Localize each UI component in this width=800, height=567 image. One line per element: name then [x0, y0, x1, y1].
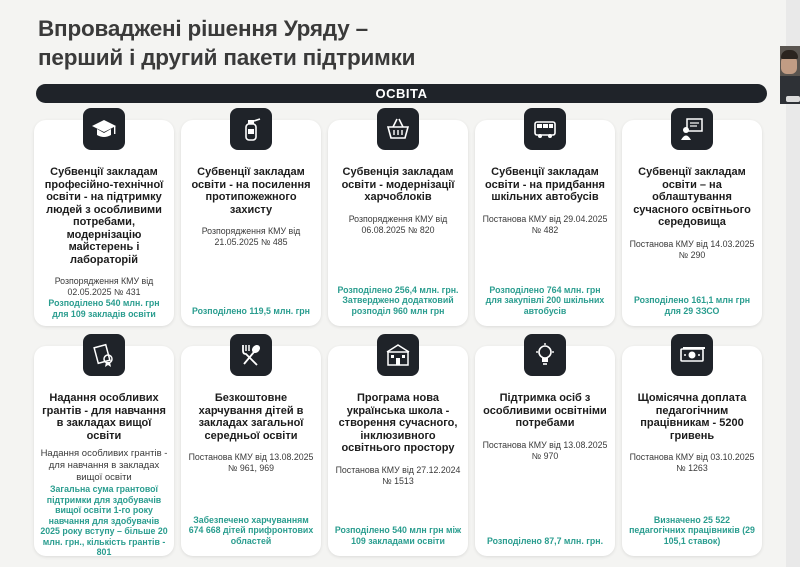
- card-result: Розподілено 764 млн. грн для закупівлі 200 шкільних автобусів: [485, 284, 605, 316]
- diploma-grant-icon: [83, 334, 125, 376]
- cards-grid: [34, 120, 768, 556]
- card-note: Надання особливих грантів - для навчання в закладах вищої освіти: [40, 448, 168, 483]
- card-title: Надання особливих грантів - для навчання в закладах вищої освіти: [42, 392, 166, 442]
- slide-title: [38, 14, 415, 72]
- card-result: Розподілено 256,4 млн. грн. Затверджено додатковий розподіл 960 млн грн: [337, 284, 459, 316]
- card-free-meals: [181, 346, 321, 556]
- lightbulb-head-icon: [524, 334, 566, 376]
- fork-spoon-icon: [230, 334, 272, 376]
- slide-title-line1: Впроваджені рішення Уряду –: [38, 16, 368, 41]
- fire-extinguisher-icon: [230, 108, 272, 150]
- card-result: Загальна сума грантової підтримки для здобувачів вищої освіти 1-го року навчання для здобувачів 2025 року вступу – більше 20 млн. грн., кількість грантів - 801: [40, 484, 168, 557]
- card-new-ukrainian-school: [328, 346, 468, 556]
- card-result: Розподілено 119,5 млн. грн: [192, 305, 310, 316]
- webcam-thumbnail: [780, 46, 800, 104]
- card-document: Постанова КМУ від 13.08.2025 № 961, 969: [188, 452, 314, 473]
- card-document: Постанова КМУ від 03.10.2025 № 1263: [629, 452, 755, 473]
- card-document: Постанова КМУ від 29.04.2025 № 482: [482, 213, 608, 235]
- card-result: Розподілено 161,1 млн грн для 29 ЗЗСО: [633, 295, 751, 316]
- card-special-grants: [34, 346, 174, 556]
- card-title: Субвенція закладам освіти - модернізації харчоблоків: [341, 166, 455, 203]
- card-document: Постанова КМУ від 14.03.2025 № 290: [629, 238, 755, 260]
- school-bus-icon: [524, 108, 566, 150]
- card-vocational-subvention: [34, 120, 174, 326]
- card-document: Постанова КМУ від 27.12.2024 № 1513: [335, 464, 461, 486]
- card-title: Субвенції закладам освіти - на придбання шкільних автобусів: [485, 166, 605, 203]
- card-title: Субвенції закладам професійно-технічної освіти - на підтримку людей з особливими потребами, модернізацію майстерень і лабораторій: [44, 166, 164, 266]
- card-result: Визначено 25 522 педагогічних працівників (29 105,1 ставок): [629, 514, 755, 546]
- card-fire-protection: [181, 120, 321, 326]
- card-food-units: [328, 120, 468, 326]
- card-document: Постанова КМУ від 13.08.2025 № 970: [482, 439, 608, 461]
- card-result: Забезпечено харчуванням 674 668 дітей прифронтових областей: [188, 514, 314, 546]
- card-special-needs-support: [475, 346, 615, 556]
- money-bill-icon: [671, 334, 713, 376]
- card-title: Підтримка осіб з особливими освітніми потребами: [483, 392, 607, 429]
- card-document: Розпорядження КМУ від 06.08.2025 № 820: [348, 213, 448, 235]
- card-title: Субвенції закладам освіти – на облаштування сучасного освітнього середовища: [633, 166, 751, 228]
- card-document: Розпорядження КМУ від 02.05.2025 № 431: [54, 276, 154, 297]
- card-learning-environment: [622, 120, 762, 326]
- card-result: Розподілено 87,7 млн. грн.: [486, 535, 604, 546]
- card-title: Програма нова українська школа - створення сучасного, інклюзивного освітнього простору: [338, 392, 458, 454]
- card-teacher-bonus: [622, 346, 762, 556]
- classroom-board-icon: [671, 108, 713, 150]
- card-school-buses: [475, 120, 615, 326]
- section-band: ОСВІТА: [36, 84, 767, 103]
- card-document: Розпорядження КМУ від 21.05.2025 № 485: [201, 226, 301, 247]
- slide-title-line2: перший і другий пакети підтримки: [38, 45, 416, 70]
- card-title: Субвенції закладам освіти - на посилення протипожежного захисту: [191, 166, 311, 216]
- graduation-cap-icon: [83, 108, 125, 150]
- school-building-icon: [377, 334, 419, 376]
- card-title: Безкоштовне харчування дітей в закладах загальної середньої освіти: [198, 392, 304, 442]
- grocery-basket-icon: [377, 108, 419, 150]
- card-result: Розподілено 540 млн грн між 109 закладами освіти: [334, 525, 462, 546]
- card-title: Щомісячна доплата педагогічним працівникам - 5200 гривень: [637, 392, 747, 442]
- card-result: Розподілено 540 млн. грн для 109 закладів освіти: [48, 298, 160, 319]
